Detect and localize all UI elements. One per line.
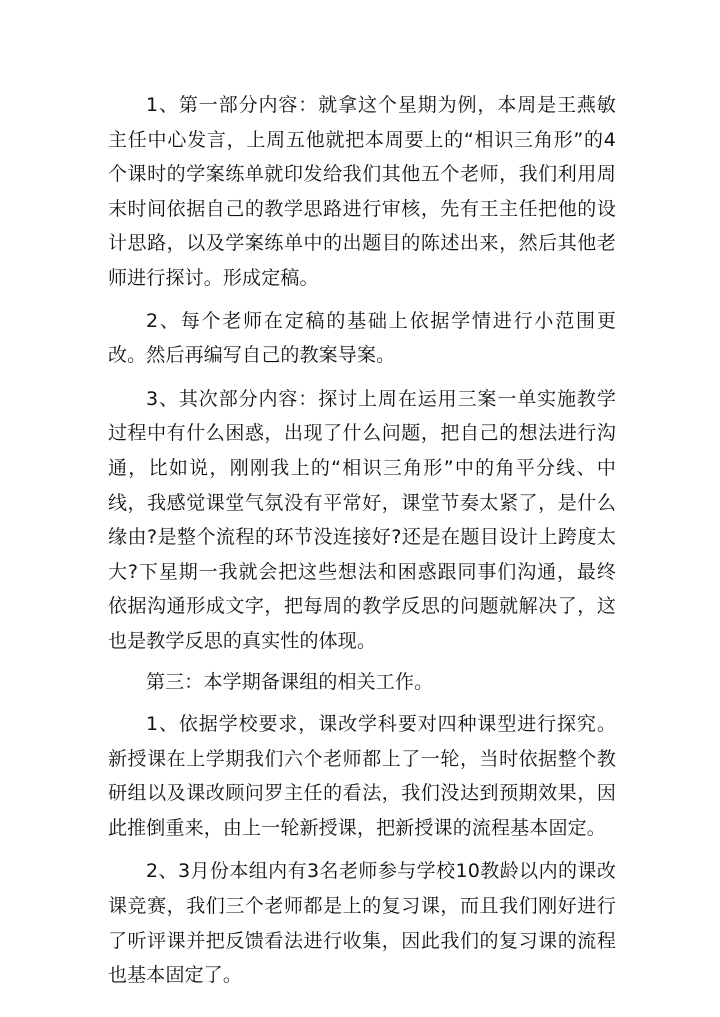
paragraph-part-one: 1、第一部分内容：就拿这个星期为例，本周是王燕敏主任中心发言，上周五他就把本周要上的“相识三角形”的4个课时的学案练单就印发给我们其他五个老师，我们利用周末时间依据自己的教学思路进行审核，先有王主任把他的设计思路，以及学案练单中的出题目的陈述出来，然后其他老师进行探讨。形成定稿。 (108, 94, 616, 289)
document-body (108, 88, 616, 993)
paragraph-part-two: 3、其次部分内容：探讨上周在运用三案一单实施教学过程中有什么困惑，出现了什么问题，把自己的想法进行沟通，比如说，刚刚我上的“相识三角形”中的角平分线、中线，我感觉课堂气氛没有平常好，课堂节奏太紧了，是什么缘由?是整个流程的环节没连接好?还是在题目设计上跨度太大?下星期一我就会把这些想法和困惑跟同事们沟通，最终依据沟通形成文字，把每周的教学反思的问题就解决了，这也是教学反思的真实性的体现。 (108, 387, 616, 652)
paragraph-revision: 2、每个老师在定稿的基础上依据学情进行小范围更改。然后再编写自己的教案导案。 (108, 309, 616, 367)
paragraph-competition: 2、3月份本组内有3名老师参与学校10教龄以内的课改课竞赛，我们三个老师都是上的复习课，而且我们刚好进行了听评课并把反馈看法进行收集，因此我们的复习课的流程也基本固定了。 (108, 860, 616, 987)
paragraph-course-types: 1、依据学校要求，课改学科要对四种课型进行探究。新授课在上学期我们六个老师都上了一轮，当时依据整个教研组以及课改顾问罗主任的看法，我们没达到预期效果，因此推倒重来，由上一轮新授课，把新授课的流程基本固定。 (108, 713, 616, 839)
section-heading-third: 第三：本学期备课组的相关工作。 (146, 670, 434, 693)
